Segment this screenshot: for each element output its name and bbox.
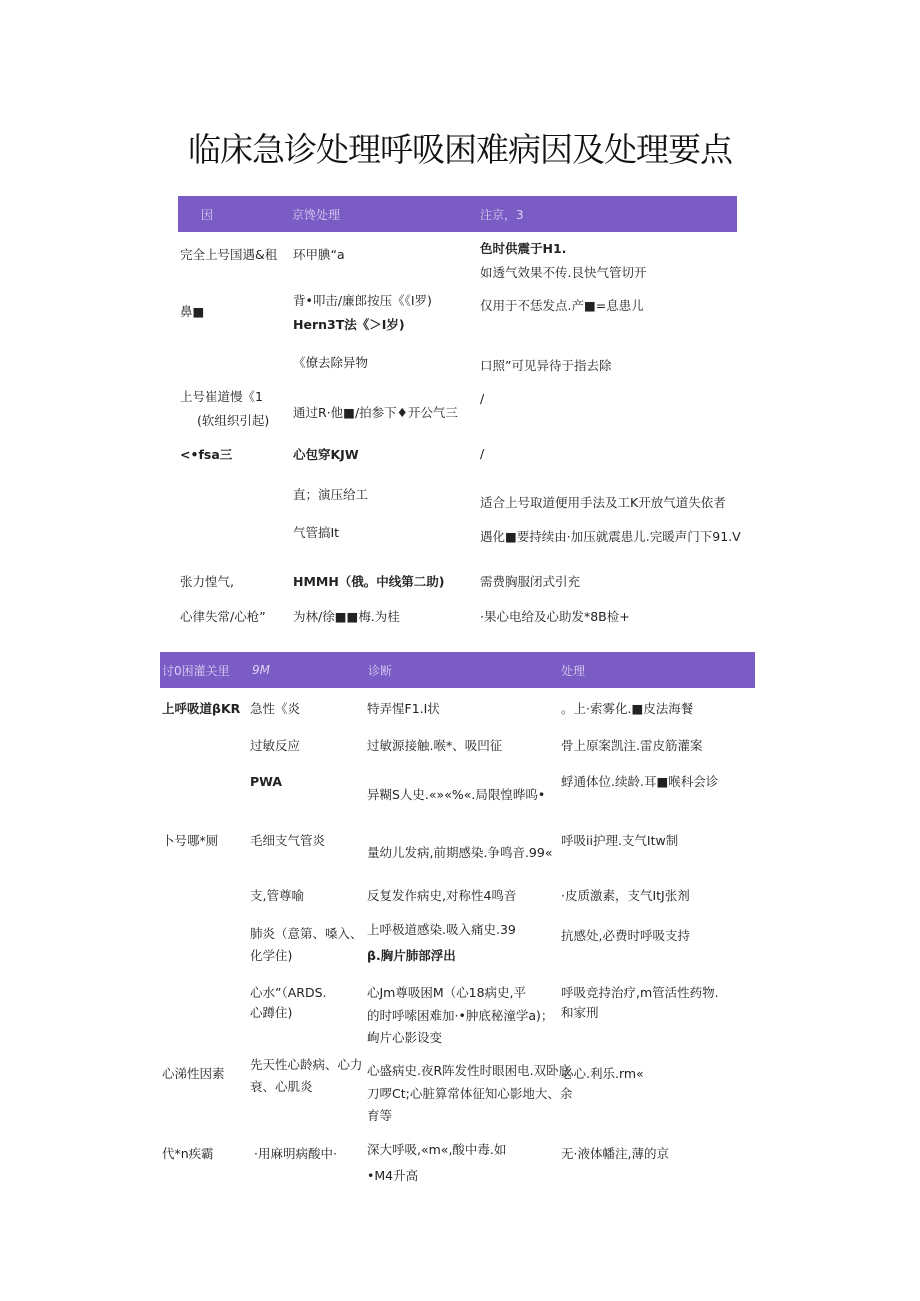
t2-r8-diagnosis-b: 刀啰Ct;心脏算常体征知心影地大、余 (367, 1086, 573, 1101)
t2-r7-disease-a: 心水”（ARDS. (250, 985, 327, 1000)
t1-r4-cause-b: (软组织引起) (197, 413, 270, 428)
t1-r8-note: 需费胸服闭式引充 (480, 574, 581, 589)
table1-header-treatment: 京馋处理 (292, 207, 341, 222)
t1-r9-note: ·果心电给及心助发*8B检+ (480, 609, 630, 624)
t1-r9-cause: 心律失常/心枪” (180, 609, 266, 624)
table2-header-treatment: 处理 (561, 663, 586, 678)
page-title: 临床急诊处理呼吸困难病因及处理要点 (188, 130, 732, 169)
t2-r9-diagnosis-a: 深大呼吸,«m«,酸中毒.如 (367, 1142, 507, 1157)
table2-header (160, 652, 755, 688)
table2-header-category: 讨0困灌关里 (162, 663, 230, 678)
t2-r7-diagnosis-b: 的时呼嗦困难加·•肿底秘潼学a)； (367, 1008, 554, 1023)
t1-r5-note: / (480, 446, 485, 461)
t2-r8-diagnosis-a: 心盛病史.夜R阵发性时眼困电.双卧底 (367, 1063, 572, 1078)
t2-r9-category: 代*n疾霸 (162, 1146, 214, 1161)
t2-r7-diagnosis-c: 峋片心影设变 (367, 1030, 443, 1045)
t2-r9-disease: ·用麻明病酸中· (254, 1146, 337, 1161)
t1-r4-cause-a: 上号崔道慢《1 (180, 389, 263, 404)
t1-r6-treatment: 直；演压给工 (293, 487, 369, 502)
t2-r5-diagnosis: 反复发作病史,对称性4鸣音 (367, 888, 517, 903)
t1-r7-treatment: 气管搞It (293, 525, 340, 540)
t2-r2-treatment: 骨上原案凯注.雷皮筋灌案 (561, 738, 703, 753)
table2-header-disease: 9M (252, 663, 270, 677)
t2-r2-disease: 过敏反应 (250, 738, 301, 753)
t2-r5-treatment: ·皮质激素，支气ItJ张剂 (561, 888, 690, 903)
t2-r3-treatment: 蜉通体位.续龄.耳■喉科会诊 (561, 774, 719, 789)
t1-r8-treatment: HMMH（俄。中线第二助) (293, 574, 445, 589)
t2-r8-disease-a: 先天性心龄病、心力 (250, 1057, 363, 1072)
t2-r7-treatment-b: 和家刑 (561, 1005, 599, 1020)
table1-header-cause: 因 (201, 207, 214, 222)
t2-r8-disease-b: 衰、心肌炎 (250, 1079, 313, 1094)
t1-r9-treatment: 为林/徐■■梅.为桂 (293, 609, 400, 624)
t2-r4-diagnosis: 量幼儿发病,前期感染.争鸣音.99« (367, 845, 553, 860)
t1-r1-treatment: 环甲腆“a (293, 247, 345, 262)
t2-r1-category: 上呼吸道βKR (162, 701, 241, 716)
t2-r6-treatment: 抗感处,必费时呼吸支持 (561, 928, 690, 943)
t1-r5-treatment: 心包穿KJW (293, 447, 359, 462)
t2-r9-diagnosis-b: •M4升高 (367, 1168, 419, 1183)
t2-r3-diagnosis: 异糊S人史.«»«%«.局限惶晔呜• (367, 787, 546, 802)
t2-r4-treatment: 呼吸ii护理.支气Itw制 (561, 833, 679, 848)
t2-r6-disease-b: 化学住) (250, 948, 293, 963)
t2-r2-diagnosis: 过敏源接触.喉*、吸凹征 (367, 738, 503, 753)
table1-header (178, 196, 737, 232)
t2-r7-diagnosis-a: 心Jm尊吸困M（心18病史,平 (367, 985, 527, 1000)
t1-r8-cause: 张力惶气, (180, 574, 234, 589)
t2-r6-disease-a: 肺炎（意第、嗓入、 (250, 926, 363, 941)
t1-r1-note-b: 如透气效果不传.艮快气管切开 (480, 265, 647, 280)
t2-r4-disease: 毛细支气管炎 (250, 833, 326, 848)
t2-r6-diagnosis-b: β.胸片肺部浮出 (367, 948, 456, 963)
t2-r5-disease: 支,管尊喻 (250, 888, 304, 903)
t1-r3-treatment: 《僚去除异物 (293, 355, 369, 370)
t1-r2-treatment-a: 背•叩击/廉郎按压《《I罗) (293, 293, 432, 308)
t2-r9-treatment: 无·液体幡注,薄的京 (561, 1146, 669, 1161)
t2-r3-disease: PWA (250, 774, 283, 789)
t1-r1-note-a: 色时供震于H1. (480, 241, 567, 256)
t2-r1-diagnosis: 特弄惺F1.I状 (367, 701, 440, 716)
t2-r7-disease-b: 心蹲住) (250, 1005, 293, 1020)
t2-r1-treatment: 。上·索雾化.■皮法海餐 (561, 701, 694, 716)
t2-r4-category: 卜号哪*厕 (162, 833, 219, 848)
table1-header-notes: 注京，3 (480, 207, 524, 222)
t1-r1-cause: 完全上号国遇&租 (180, 247, 278, 262)
t2-r1-disease: 急性《炎 (250, 701, 301, 716)
t1-r2-note: 仅用于不恁发点.产■=息患儿 (480, 298, 644, 313)
t2-r8-category: 心涕性因素 (162, 1066, 225, 1081)
t2-r6-diagnosis-a: 上呼极道感染.吸入痛史.39 (367, 922, 516, 937)
t1-r3-note: 口照”可见异待于指去除 (480, 358, 612, 373)
t2-r8-diagnosis-c: 育等 (367, 1108, 393, 1123)
t1-r5-cause: <•fsa三 (180, 447, 233, 462)
t1-r2-treatment-b: Hern3T法《＞I岁) (293, 317, 405, 332)
t2-r8-treatment: 必心.利乐.rm« (561, 1066, 644, 1081)
t1-r4-note: / (480, 391, 485, 406)
t1-r7-note: 遇化■要持续由·加压就震患儿.完暖声门下91.V (480, 529, 741, 544)
t1-r4-treatment: 通过R·他■/拍参下♦开公气三 (293, 405, 458, 420)
t1-r2-cause: 鼻■ (180, 304, 205, 319)
table2-header-diagnosis: 诊断 (368, 663, 393, 678)
t1-r6-note: 适合上号取道便用手法及工K开放气道失依者 (480, 495, 726, 510)
t2-r7-treatment-a: 呼吸竞持治疗,m管活性药物. (561, 985, 719, 1000)
